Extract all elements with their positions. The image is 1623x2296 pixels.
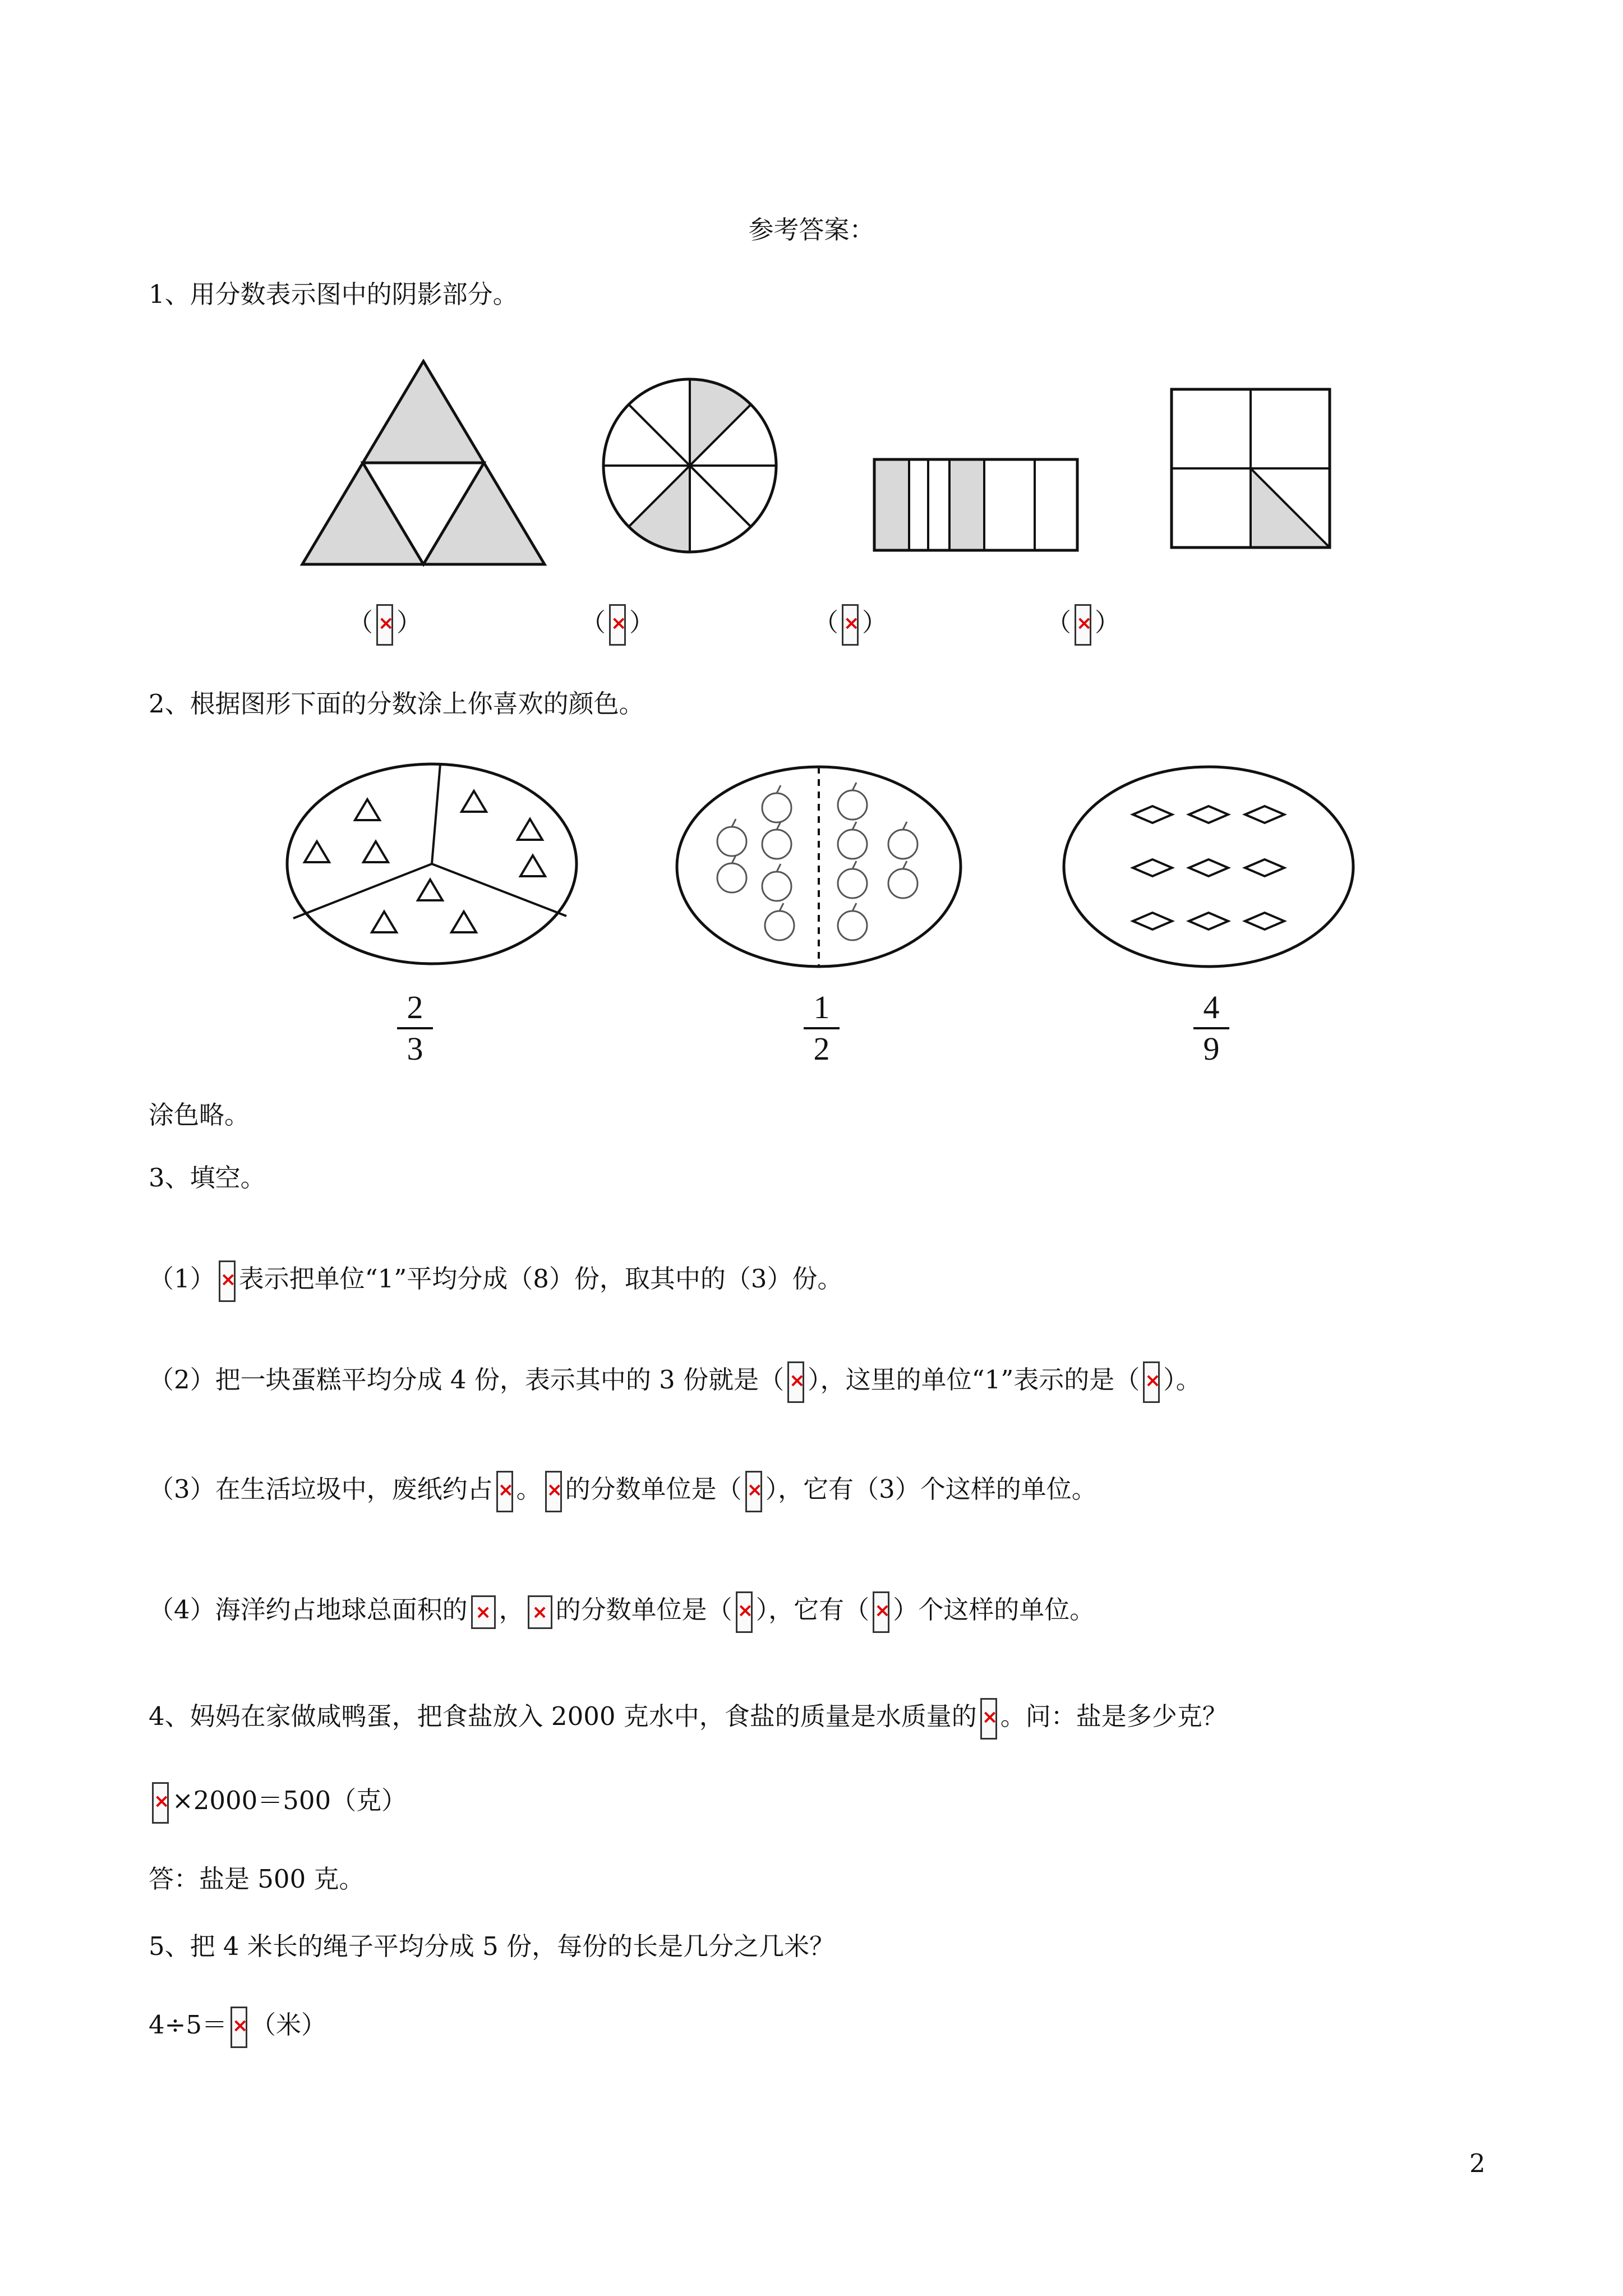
- broken-image-icon: [376, 604, 393, 646]
- q5-equation: 4÷5＝× （米）: [149, 2003, 326, 2048]
- q4-heading: 4、妈妈在家做咸鸭蛋，把食盐放入 2000 克水中，食盐的质量是水质量的× 。问：盐是多少克？: [149, 1694, 1228, 1740]
- broken-image-icon: [873, 1591, 889, 1633]
- fraction-2-3: 2 3: [393, 990, 437, 1066]
- broken-image-icon: [736, 1591, 753, 1633]
- broken-image-icon: [745, 1471, 762, 1512]
- q3-item-4: （4）海洋约占地球总面积的× ，× 的分数单位是（× ），它有（× ）个这样的单位。: [149, 1588, 1095, 1633]
- q3-item-3: （3）在生活垃圾中，废纸约占× 。× 的分数单位是（× ），它有（3）个这样的单位。: [149, 1467, 1097, 1512]
- answer-2: （× ）: [580, 600, 654, 646]
- broken-image-icon: [496, 1471, 513, 1512]
- diamonds-oval-figure: [1060, 763, 1357, 970]
- q2-answer: 涂色略。: [149, 1100, 250, 1130]
- page-number: 2: [1469, 2148, 1486, 2178]
- answer-3: （× ）: [813, 600, 887, 646]
- broken-image-icon: [842, 604, 859, 646]
- broken-image-icon: [528, 1595, 552, 1629]
- q3-item-2: （2）把一块蛋糕平均分成 4 份，表示其中的 3 份就是（× ），这里的单位“1”表示的是（× ）。: [149, 1358, 1201, 1403]
- broken-image-icon: [787, 1361, 804, 1403]
- q4-answer: 答：盐是 500 克。: [149, 1864, 365, 1894]
- broken-image-icon: [219, 1260, 236, 1302]
- shaded-rectangle-figure: [872, 457, 1080, 553]
- q3-item-1: （1）× 表示把单位“1”平均分成（8）份，取其中的（3）份。: [149, 1257, 843, 1302]
- fraction-1-2: 1 2: [799, 990, 844, 1066]
- answer-4: （× ）: [1046, 600, 1120, 646]
- shaded-square-figure: [1169, 387, 1332, 550]
- broken-image-icon: [230, 2007, 247, 2048]
- fraction-4-9: 4 9: [1189, 990, 1234, 1066]
- broken-image-icon: [545, 1471, 562, 1512]
- q5-heading: 5、把 4 米长的绳子平均分成 5 份，每份的长是几分之几米？: [149, 1931, 835, 1961]
- page-title: 参考答案：: [748, 215, 875, 245]
- broken-image-icon: [609, 604, 626, 646]
- q4-equation: ××2000＝500（克）: [149, 1778, 407, 1824]
- broken-image-icon: [980, 1698, 997, 1740]
- shaded-triangle-figure: [300, 359, 547, 567]
- answer-1: （× ）: [348, 600, 422, 646]
- q1-heading: 1、用分数表示图中的阴影部分。: [149, 279, 518, 309]
- q2-heading: 2、根据图形下面的分数涂上你喜欢的颜色。: [149, 689, 644, 719]
- q3-heading: 3、填空。: [149, 1163, 266, 1193]
- broken-image-icon: [471, 1595, 496, 1629]
- broken-image-icon: [1143, 1361, 1160, 1403]
- broken-image-icon: [152, 1782, 169, 1824]
- broken-image-icon: [1075, 604, 1091, 646]
- triangles-oval-figure: [283, 760, 580, 968]
- shaded-circle-figure: [600, 376, 780, 555]
- apples-oval-figure: [673, 763, 965, 970]
